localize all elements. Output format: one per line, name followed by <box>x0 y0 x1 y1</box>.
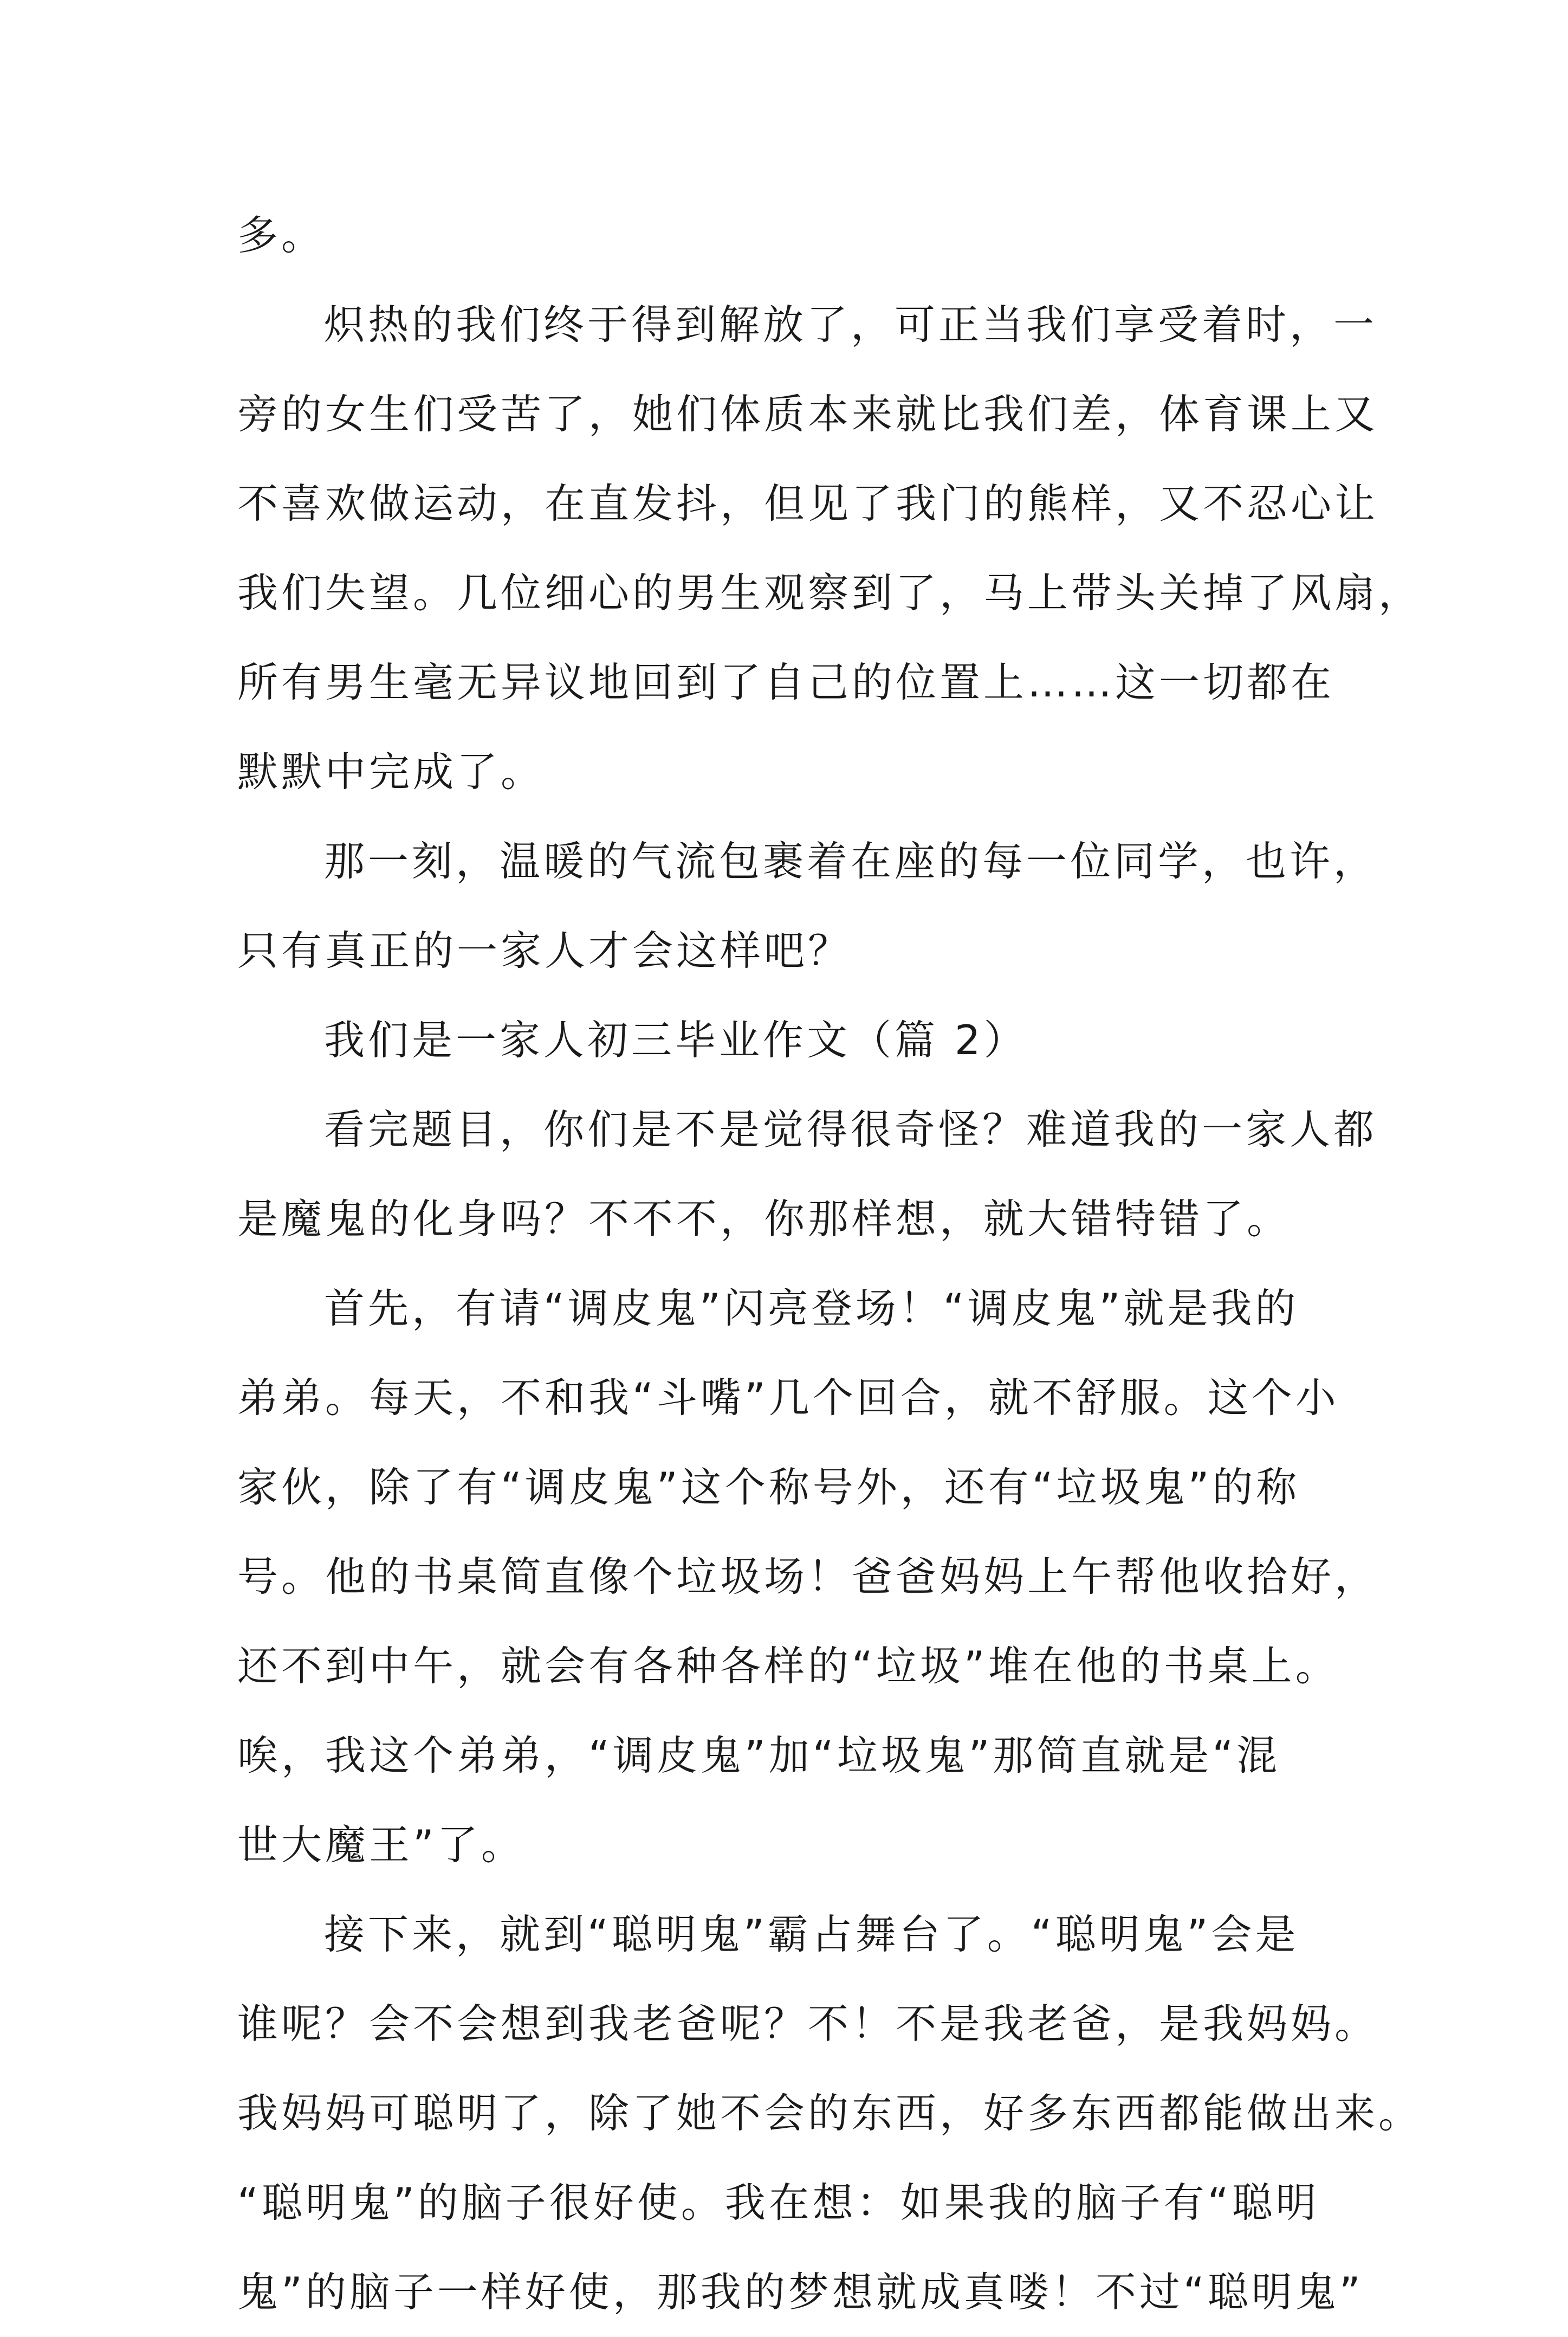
text-line: 不喜欢做运动，在直发抖，但见了我门的熊样，又不忍心让 <box>237 480 1379 527</box>
section-heading: 我们是一家人初三毕业作文（篇 2） <box>324 1016 1028 1064</box>
text-line: 我妈妈可聪明了，除了她不会的东西，好多东西都能做出来。 <box>237 2089 1423 2137</box>
text-line: 还不到中午，就会有各种各样的“垃圾”堆在他的书桌上。 <box>237 1642 1339 1690</box>
text-line: 弟弟。每天，不和我“斗嘴”几个回合，就不舒服。这个小 <box>237 1374 1339 1422</box>
text-line: 首先，有请“调皮鬼”闪亮登场！“调皮鬼”就是我的 <box>324 1284 1299 1332</box>
text-line: 家伙，除了有“调皮鬼”这个称号外，还有“垃圾鬼”的称 <box>237 1463 1300 1511</box>
text-line: 旁的女生们受苦了，她们体质本来就比我们差，体育课上又 <box>237 390 1379 438</box>
text-line: 唉，我这个弟弟，“调皮鬼”加“垃圾鬼”那简直就是“混 <box>237 1732 1281 1779</box>
text-line: 默默中完成了。 <box>237 748 545 796</box>
text-line: 所有男生毫无异议地回到了自己的位置上……这一切都在 <box>237 659 1335 706</box>
text-line: 我们失望。几位细心的男生观察到了，马上带头关掉了风扇， <box>237 569 1423 617</box>
text-line: 那一刻，温暖的气流包裹着在座的每一位同学，也许， <box>324 837 1378 885</box>
text-line: 接下来，就到“聪明鬼”霸占舞台了。“聪明鬼”会是 <box>324 1910 1299 1958</box>
text-line: 号。他的书桌简直像个垃圾场！爸爸妈妈上午帮他收拾好， <box>237 1553 1379 1600</box>
text-line: 是魔鬼的化身吗？不不不，你那样想，就大错特错了。 <box>237 1195 1291 1243</box>
text-line: 炽热的我们终于得到解放了，可正当我们享受着时，一 <box>324 301 1378 348</box>
text-line: 多。 <box>237 211 326 259</box>
text-line: “聪明鬼”的脑子很好使。我在想：如果我的脑子有“聪明 <box>237 2179 1320 2226</box>
text-line: 世大魔王”了。 <box>237 1821 525 1869</box>
text-line: 鬼”的脑子一样好使，那我的梦想就成真喽！不过“聪明鬼” <box>237 2268 1364 2316</box>
text-line: 看完题目，你们是不是觉得很奇怪？难道我的一家人都 <box>324 1106 1378 1153</box>
text-line: 谁呢？会不会想到我老爸呢？不！不是我老爸，是我妈妈。 <box>237 2000 1379 2048</box>
text-line: 只有真正的一家人才会这样吧？ <box>237 927 852 974</box>
essay-body <box>237 191 1423 2337</box>
